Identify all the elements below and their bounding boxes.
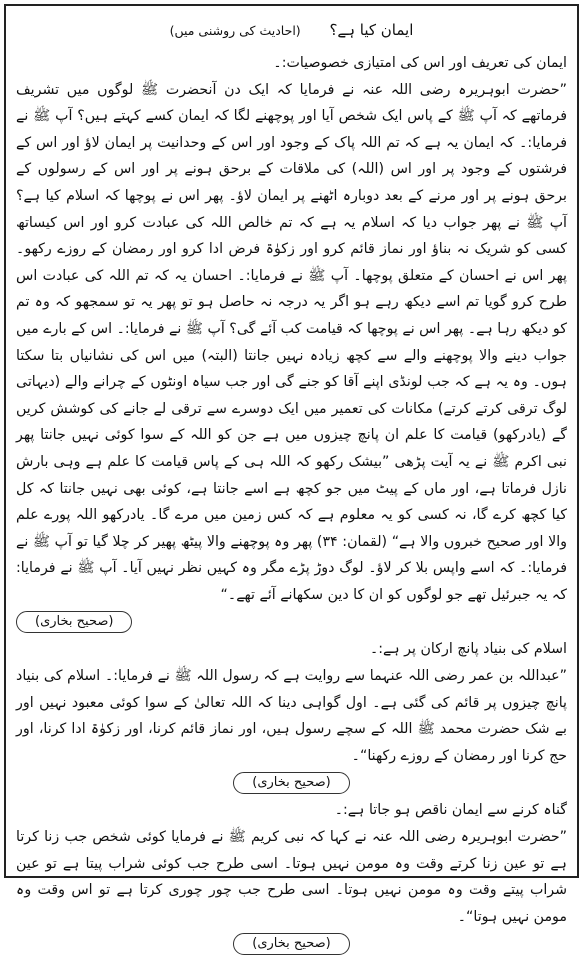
page-subtitle: (احادیث کی روشنی میں) bbox=[169, 23, 301, 38]
section-heading-iman: ایمان کی تعریف اور اس کی امتیازی خصوصیات:۔ bbox=[273, 55, 567, 71]
reference-row-2 bbox=[16, 769, 567, 797]
reference-badge-2: (صحیح بخاری) bbox=[233, 772, 349, 794]
article-body bbox=[16, 16, 568, 952]
document-page bbox=[4, 4, 579, 952]
reference-row-1 bbox=[16, 608, 567, 636]
reference-row-3 bbox=[16, 930, 567, 958]
page-title: ایمان کیا ہے؟ bbox=[329, 21, 414, 39]
hadith-paragraph-2: ”عبداللہ بن عمر رضی اللہ عنہما سے روایت ہے کہ رسول اللہ ﷺ نے فرمایا:۔ اسلام کی بنیاد پانچ چیزوں پر قائم کی گئی ہے۔ اول گواہی دینا کہ اللہ تعالیٰ کے سوا کوئی معبود نہیں اور بے شک حضرت محمد ﷺ اللہ کے سچے رسول ہیں، اور نماز قائم کرنا، اور زکوٰۃ ادا کرنا، اور حج کرنا اور رمضان کے روزے رکھنا“۔ bbox=[16, 668, 567, 764]
title-row bbox=[16, 16, 567, 44]
section-heading-islam: اسلام کی بنیاد پانچ ارکان پر ہے:۔ bbox=[369, 641, 567, 658]
hadith-paragraph-1: ”حضرت ابوہریرہ رضی اللہ عنہ نے فرمایا کہ ایک دن آنحضرت ﷺ لوگوں میں تشریف فرماتھے کہ آپ ﷺ کے پاس ایک شخص آیا اور پوچھنے لگا کہ ایمان کسے کہتے ہیں؟ آپ ﷺ نے فرمایا:۔ کہ ایمان یہ ہے کہ تم اللہ پاک کے وجود اور اس کے وحدانیت پر ایمان لاؤ اور اس کے فرشتوں کے وجود پر اور اس (اللہ) کی ملاقات کے برحق ہونے پر اور اس کے رسولوں کے برحق ہونے پر اور مرنے کے بعد دوبارہ اٹھنے پر ایمان لاؤ۔ پھر اس نے پوچھا کہ اسلام کیا ہے؟ آپ ﷺ نے پھر جواب دیا کہ اسلام یہ ہے کہ تم خالص اللہ کی عبادت کرو اور اس کیساتھ کسی کو شریک نہ بناؤ اور نماز قائم کرو اور زکوٰۃ فرض ادا کرو اور رمضان کے روزے رکھو۔ پھر اس نے احسان کے متعلق پوچھا۔ آپ ﷺ نے فرمایا:۔ احسان یہ کہ تم اللہ کی عبادت اس طرح کرو گویا تم اسے دیکھ رہے ہو اگر یہ درجہ نہ حاصل ہو تو پھر یہ تو سمجھو کہ وہ تم کو دیکھ رہا ہے۔ پھر اس نے پوچھا کہ قیامت کب آئے گی؟ آپ ﷺ نے فرمایا:۔ اس کے بارے میں جواب دینے والا پوچھنے والے سے کچھ زیادہ نہیں جانتا (البتہ) میں اس کی نشانیاں بتا سکتا ہوں۔ وہ یہ ہے کہ جب لونڈی اپنے آقا کو جنے گی اور جب سیاہ اونٹوں کے چرانے والے (دیہاتی لوگ ترقی کرتے کرتے) مکانات کی تعمیر میں ایک دوسرے سے ترقی لے جانے کی کوشش کریں گے (یادرکھو) قیامت کا علم ان پانچ چیزوں میں ہے جن کو اللہ کے سوا کوئی نہیں جانتا پھر نبی اکرم ﷺ نے یہ آیت پڑھی ”بیشک رکھو کہ اللہ ہی کے پاس قیامت کا علم ہے وہی بارش نازل فرماتا ہے، اور ماں کے پیٹ میں جو کچھ ہے اسے جانتا ہے، کوئی بھی نہیں جانتا کہ کل کیا کچھ کرے گا، نہ کسی کو یہ معلوم ہے کہ کس زمین میں مرے گا۔ یادرکھو اللہ پورے علم والا اور صحیح خبروں والا ہے“ (لقمان: ۳۴) پھر وہ پوچھنے والا پیٹھ پھیر کر چلا گیا تو آپ ﷺ نے فرمایا:۔ کہ اسے واپس بلا کر لاؤ۔ لوگ دوڑ پڑے مگر وہ کہیں نظر نہیں آیا۔ آپ ﷺ نے فرمایا: کہ یہ جبرئیل تھے جو لوگوں کو ان کا دین سکھانے آئے تھے۔“ bbox=[16, 81, 568, 603]
hadith-paragraph-3: ”حضرت ابوہریرہ رضی اللہ عنہ نے کہا کہ نبی کریم ﷺ نے فرمایا کوئی شخص جب زنا کرتا ہے تو عین زنا کرتے وقت وہ مومن نہیں ہوتا۔ اسی طرح جب کوئی شراب پیتا ہے تو عین شراب پیتے وقت وہ مومن نہیں ہوتا۔ اسی طرح جب چور چوری کرتا ہے تو اس وقت وہ مومن نہیں ہوتا“۔ bbox=[16, 829, 567, 925]
reference-badge-1: (صحیح بخاری) bbox=[16, 611, 132, 633]
reference-badge-3: (صحیح بخاری) bbox=[233, 933, 349, 955]
section-heading-sin: گناہ کرنے سے ایمان ناقص ہو جاتا ہے:۔ bbox=[334, 802, 567, 819]
